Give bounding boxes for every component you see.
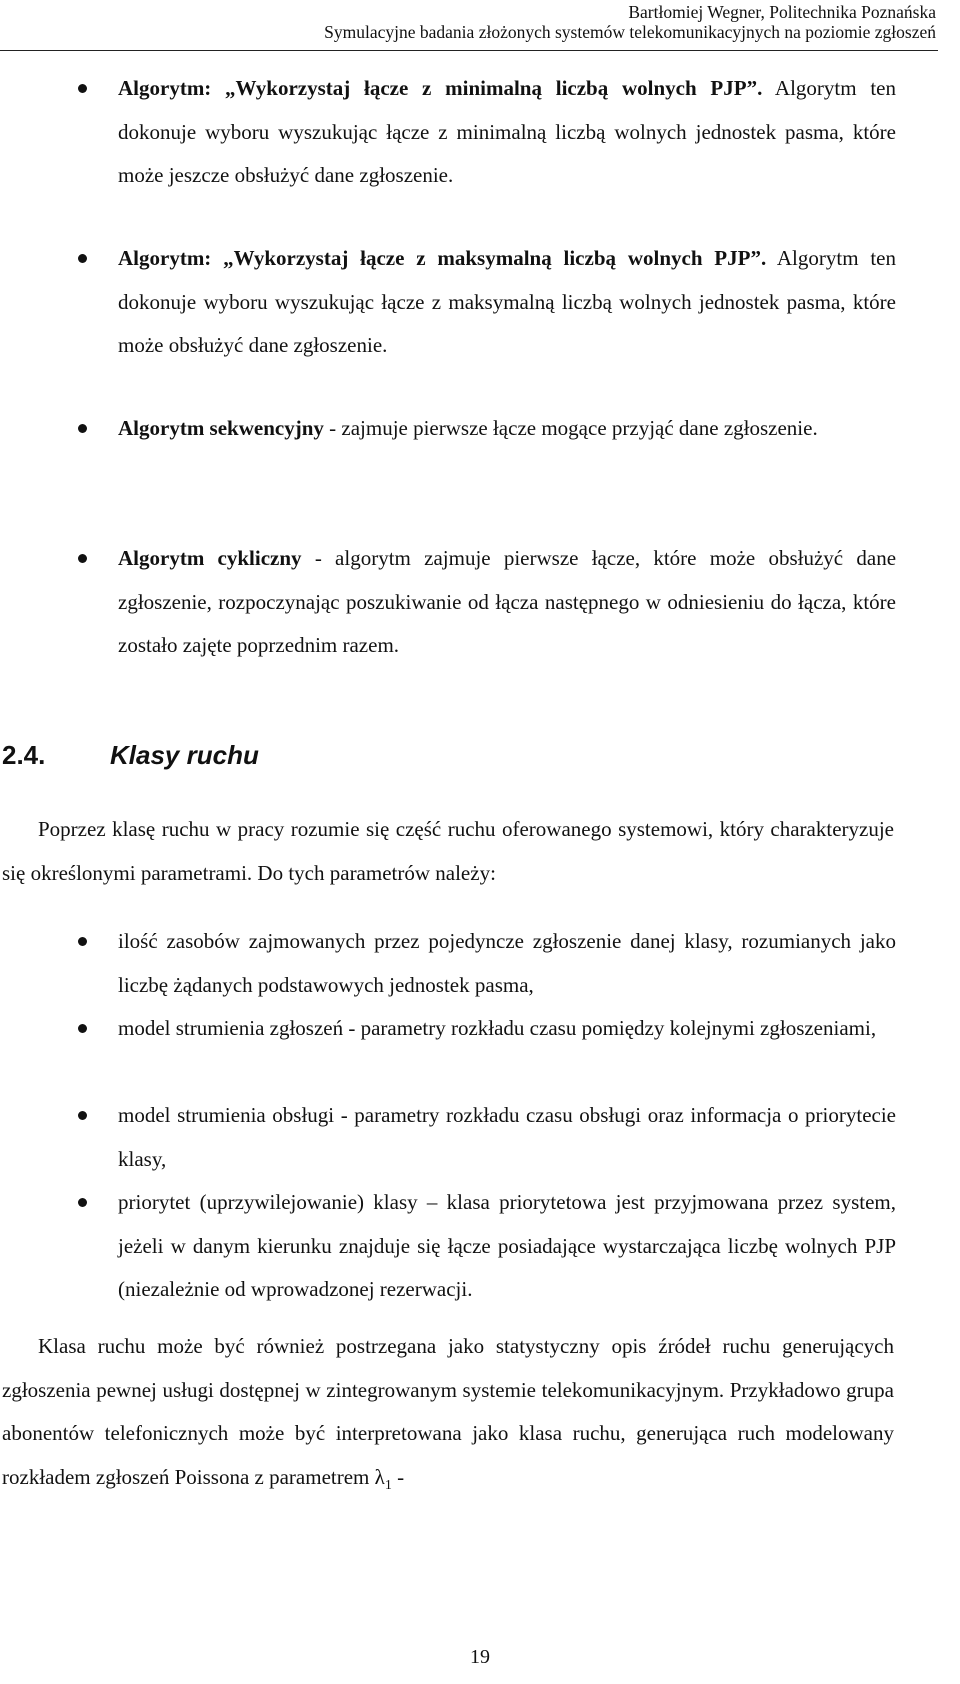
parameter-item xyxy=(118,1094,896,1181)
bullet-icon xyxy=(78,1024,87,1033)
section-heading xyxy=(2,733,259,777)
parameter-text: priorytet (uprzywilejowanie) klasy – klasa priorytetowa jest przyjmowana przez system, jeżeli w danym kierunku znajduje się łącze posiadające wystarczająca liczbę wolnych PJP (niezależnie od wprowadzonej rezerwacji. xyxy=(118,1190,896,1301)
algorithm-item-max xyxy=(118,237,896,368)
bullet-icon xyxy=(78,1198,87,1207)
bullet-icon xyxy=(78,554,87,563)
algorithm-item-sequential xyxy=(118,407,896,451)
closing-text: Klasa ruchu może być również postrzegana jako statystyczny opis źródeł ruchu generujących zgłoszenia pewnej usługi dostępnej w zintegrowanym systemie telekomunikacyjnym. Przykładowo grupa abonentów telefonicznych może być interpretowana jako klasa ruchu, generująca ruch modelowany rozkładem zgłoszeń Poissona z parametrem xyxy=(2,1334,894,1489)
closing-paragraph xyxy=(2,1325,894,1507)
intro-text: Poprzez klasę ruchu w pracy rozumie się część ruchu oferowanego systemowi, który charakteryzuje się określonymi parametrami. Do tych parametrów należy: xyxy=(2,817,894,885)
intro-paragraph xyxy=(2,808,894,895)
algorithm-item-cyclic xyxy=(118,537,896,668)
section-title: Klasy ruchu xyxy=(110,740,259,770)
bullet-icon xyxy=(78,424,87,433)
parameter-item xyxy=(118,1181,896,1312)
algorithm-description: - zajmuje pierwsze łącze mogące przyjąć dane zgłoszenie. xyxy=(323,416,818,440)
parameter-text: model strumienia obsługi - parametry rozkładu czasu obsługi oraz informacja o priorytecie klasy, xyxy=(118,1103,896,1171)
parameter-item xyxy=(118,920,896,1007)
closing-tail: - xyxy=(391,1464,405,1489)
running-header-author: Bartłomiej Wegner, Politechnika Poznańska xyxy=(628,2,936,22)
header-rule xyxy=(0,50,938,51)
bullet-icon xyxy=(78,1111,87,1120)
bullet-icon xyxy=(78,254,87,263)
lambda-subscript: 1 xyxy=(384,1477,392,1493)
algorithm-title: Algorytm sekwencyjny xyxy=(118,416,324,440)
algorithm-description: - algorytm zajmuje pierwsze łącze, które może obsłużyć dane zgłoszenie, rozpoczynając poszukiwanie od łącza następnego w odniesieniu do łącza, które zostało zajęte poprzednim razem. xyxy=(118,546,897,657)
algorithm-item-min xyxy=(118,67,896,198)
running-header-title: Symulacyjne badania złożonych systemów telekomunikacyjnych na poziomie zgłoszeń xyxy=(324,22,936,42)
algorithm-description: Algorytm ten dokonuje wyboru wyszukując łącze z maksymalną liczbą wolnych jednostek pasma, które może obsłużyć dane zgłoszenie. xyxy=(118,246,896,357)
algorithm-title: Algorytm cykliczny xyxy=(118,546,302,570)
parameter-text: model strumienia zgłoszeń - parametry rozkładu czasu pomiędzy kolejnymi zgłoszeniami, xyxy=(118,1016,877,1040)
bullet-icon xyxy=(78,937,87,946)
section-number: 2.4. xyxy=(2,740,46,770)
page-number: 19 xyxy=(470,1646,490,1668)
algorithm-title: Algorytm: „Wykorzystaj łącze z minimalną liczbą wolnych PJP”. xyxy=(118,76,763,100)
lambda-symbol: λ xyxy=(374,1464,385,1489)
parameter-item xyxy=(118,1007,896,1051)
algorithm-title: Algorytm: „Wykorzystaj łącze z maksymalną liczbą wolnych PJP”. xyxy=(118,246,767,270)
parameter-text: ilość zasobów zajmowanych przez pojedyncze zgłoszenie danej klasy, rozumianych jako liczbę żądanych podstawowych jednostek pasma, xyxy=(118,929,896,997)
bullet-icon xyxy=(78,84,87,93)
algorithm-description: Algorytm ten dokonuje wyboru wyszukując łącze z minimalną liczbą wolnych jednostek pasma, które może jeszcze obsłużyć dane zgłoszenie. xyxy=(118,76,896,187)
